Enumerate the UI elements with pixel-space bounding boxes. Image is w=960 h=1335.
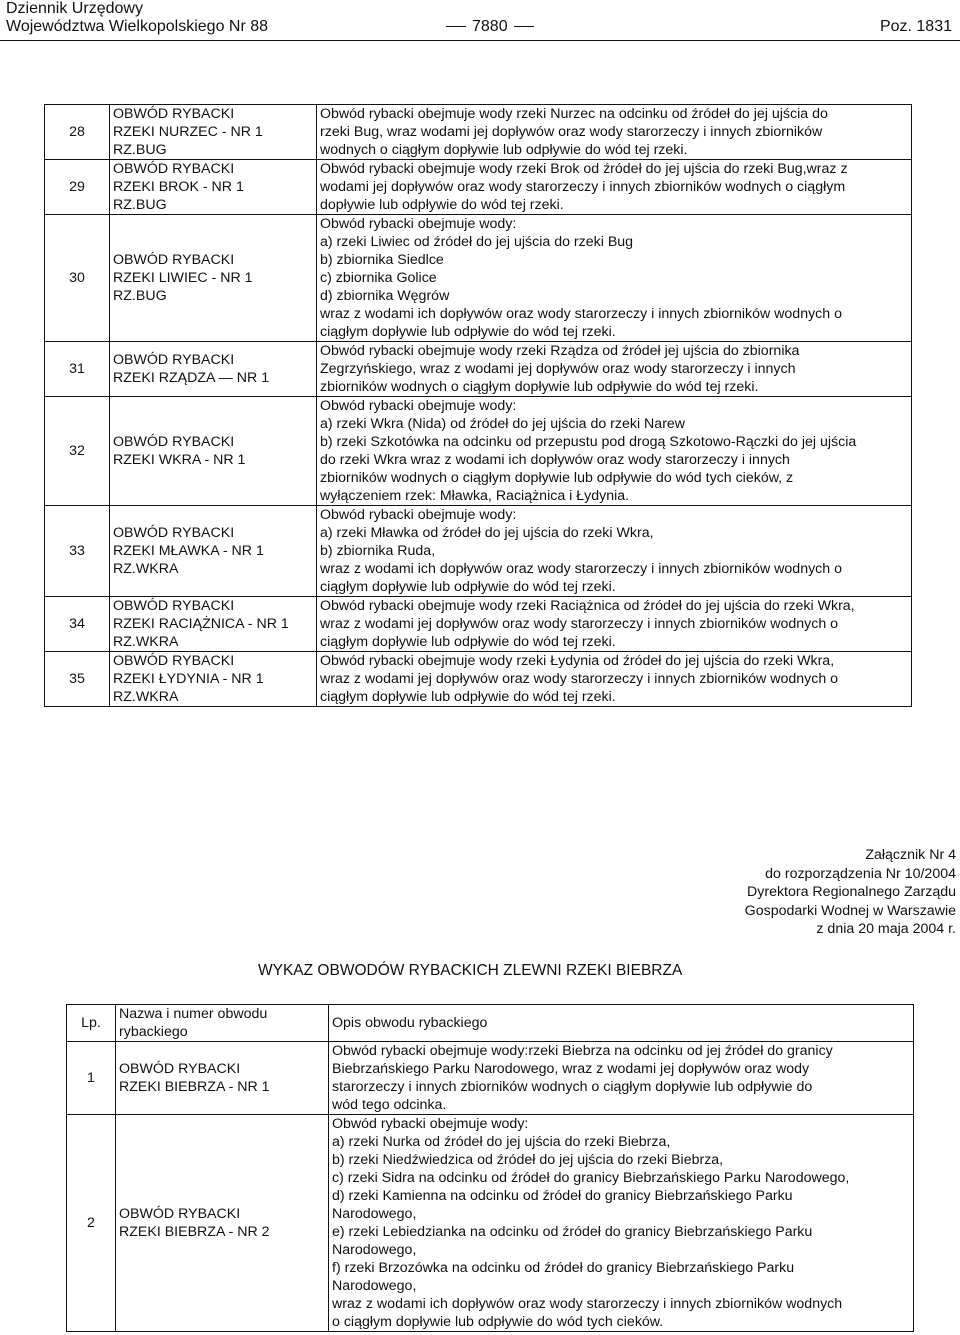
row-number: 33 <box>45 506 110 597</box>
column-header-lp: Lp. <box>67 1005 116 1042</box>
description-line: wyłączeniem rzek: Mławka, Raciążnica i Łydynia. <box>320 488 630 504</box>
column-header-name <box>116 1005 329 1042</box>
district-name-line: RZEKI RACIĄŻNICA - NR 1 <box>113 616 289 632</box>
description-line: Obwód rybacki obejmuje wody rzeki Łydynia od źródeł do jej ujścia do rzeki Wkra, <box>320 653 835 669</box>
district-description <box>317 597 912 652</box>
dash-right <box>514 26 534 27</box>
page-number <box>440 18 540 36</box>
biebrza-table-title: WYKAZ OBWODÓW RYBACKICH ZLEWNI RZEKI BIEBRZA <box>258 962 683 979</box>
dash-left <box>446 26 466 27</box>
row-number: 35 <box>45 652 110 707</box>
district-name-line: RZ.WKRA <box>113 689 179 705</box>
annex-line: Dyrektora Regionalnego Zarządu <box>747 884 956 901</box>
table-row <box>45 342 912 397</box>
description-line: b) zbiornika Siedlce <box>320 252 444 268</box>
description-line: ciągłym dopływie lub odpływie do wód tej rzeki. <box>320 634 616 650</box>
district-name-line: OBWÓD RYBACKI <box>113 106 235 122</box>
description-line: wraz z wodami ich dopływów oraz wody starorzeczy i innych zbiorników wodnych o <box>320 306 842 322</box>
header-row <box>67 1005 914 1042</box>
district-name-line: RZEKI BROK - NR 1 <box>113 179 244 195</box>
description-line: Narodowego, <box>332 1242 417 1258</box>
fishing-districts-table <box>44 104 912 707</box>
district-description <box>317 506 912 597</box>
district-name <box>110 652 317 707</box>
district-description <box>317 652 912 707</box>
district-name-line: OBWÓD RYBACKI <box>113 598 235 614</box>
district-description <box>329 1115 914 1332</box>
table-row <box>45 105 912 160</box>
district-name <box>110 397 317 506</box>
description-line: ciągłym dopływie lub odpływie do wód tej rzeki. <box>320 689 616 705</box>
description-line: a) rzeki Mławka od źródeł do jej ujścia do rzeki Wkra, <box>320 525 654 541</box>
district-name-line: RZEKI MŁAWKA - NR 1 <box>113 543 264 559</box>
district-name <box>110 215 317 342</box>
description-line: rzeki Bug, wraz wodami jej dopływów oraz wody starorzeczy i innych zbiorników <box>320 124 823 140</box>
district-name-line: RZEKI LIWIEC - NR 1 <box>113 270 253 286</box>
description-line: o ciągłym dopływie lub odpływie do wód tych cieków. <box>332 1314 664 1330</box>
description-line: b) rzeki Niedźwiedzica od źródeł do jej ujścia do rzeki Biebrza, <box>332 1152 724 1168</box>
district-name-line: OBWÓD RYBACKI <box>113 434 235 450</box>
description-line: b) rzeki Szkotówka na odcinku od przepustu pod drogą Szkotowo-Rączki do jej ujścia <box>320 434 857 450</box>
journal-title-line2: Województwa Wielkopolskiego Nr 88 <box>6 18 269 35</box>
district-name-line: RZ.WKRA <box>113 634 179 650</box>
description-line: c) zbiornika Golice <box>320 270 437 286</box>
description-line: Biebrzańskiego Parku Narodowego, wraz z wodami jej dopływów oraz wody <box>332 1061 810 1077</box>
district-name-line: OBWÓD RYBACKI <box>119 1206 241 1222</box>
district-name <box>110 105 317 160</box>
description-line: Obwód rybacki obejmuje wody rzeki Brok od źródeł do jej ujścia do rzeki Bug,wraz z <box>320 161 848 177</box>
district-name <box>110 160 317 215</box>
table-row <box>45 652 912 707</box>
annex-line: Gospodarki Wodnej w Warszawie <box>744 902 956 919</box>
table-row <box>45 397 912 506</box>
description-line: Zegrzyńskiego, wraz z wodami jej dopływów oraz wody starorzeczy i innych <box>320 361 796 377</box>
district-description <box>317 397 912 506</box>
description-line: wód tego odcinka. <box>332 1097 447 1113</box>
row-number: 28 <box>45 105 110 160</box>
description-line: wodami jej dopływów oraz wody starorzeczy i innych zbiorników wodnych o ciągłym <box>320 179 846 195</box>
row-number: 1 <box>67 1042 116 1115</box>
district-name <box>110 597 317 652</box>
description-line: wodnych o ciągłym dopływie lub odpływie do wód tej rzeki. <box>320 142 688 158</box>
table-row <box>67 1115 914 1332</box>
journal-title-line1: Dziennik Urzędowy <box>6 0 143 17</box>
position-number: Poz. 1831 <box>879 18 952 35</box>
annex-line: Załącznik Nr 4 <box>865 847 956 863</box>
table-row <box>45 215 912 342</box>
row-number: 31 <box>45 342 110 397</box>
description-line: ciągłym dopływie lub odpływie do wód tej rzeki. <box>320 579 616 595</box>
description-line: a) rzeki Nurka od źródeł do jej ujścia do rzeki Biebrza, <box>332 1134 671 1150</box>
district-description <box>317 160 912 215</box>
description-line: e) rzeki Lebiedzianka na odcinku od źródeł do granicy Biebrzańskiego Parku <box>332 1224 813 1240</box>
annex-line: z dnia 20 maja 2004 r. <box>816 921 956 938</box>
description-line: c) rzeki Sidra na odcinku od źródeł do granicy Biebrzańskiego Parku Narodowego, <box>332 1170 850 1186</box>
description-line: starorzeczy i innych zbiorników wodnych o ciągłym dopływie lub odpływie do <box>332 1079 813 1095</box>
annex-line: do rozporządzenia Nr 10/2004 <box>765 865 956 882</box>
description-line: Narodowego, <box>332 1206 417 1222</box>
description-line: Obwód rybacki obejmuje wody rzeki Nurzec na odcinku od źródeł do jej ujścia do <box>320 106 828 122</box>
description-line: Obwód rybacki obejmuje wody: <box>320 398 517 414</box>
district-description <box>329 1042 914 1115</box>
row-number: 32 <box>45 397 110 506</box>
description-line: d) rzeki Kamienna na odcinku od źródeł do granicy Biebrzańskiego Parku <box>332 1188 793 1204</box>
description-line: do rzeki Wkra wraz z wodami ich dopływów oraz wody starorzeczy i innych <box>320 452 790 468</box>
description-line: wraz z wodami jej dopływów oraz wody starorzeczy i innych zbiorników wodnych o <box>320 616 839 632</box>
row-number: 2 <box>67 1115 116 1332</box>
description-line: Obwód rybacki obejmuje wody: <box>320 507 517 523</box>
district-name-line: RZEKI RZĄDZA — NR 1 <box>113 370 270 386</box>
table-body <box>45 105 912 707</box>
description-line: Obwód rybacki obejmuje wody rzeki Raciążnica od źródeł do jej ujścia do rzeki Wkra, <box>320 598 855 614</box>
district-name-line: RZ.BUG <box>113 197 167 213</box>
header-rule <box>0 40 960 41</box>
table-row <box>45 506 912 597</box>
description-line: Narodowego, <box>332 1278 417 1294</box>
district-name-line: RZ.BUG <box>113 288 167 304</box>
district-name-line: RZ.WKRA <box>113 561 179 577</box>
description-line: Obwód rybacki obejmuje wody: <box>320 216 517 232</box>
district-name <box>116 1042 329 1115</box>
table-row <box>45 597 912 652</box>
description-line: Obwód rybacki obejmuje wody: <box>332 1116 529 1132</box>
table-body <box>67 1005 914 1332</box>
district-name-line: OBWÓD RYBACKI <box>113 352 235 368</box>
district-name-line: RZEKI WKRA - NR 1 <box>113 452 246 468</box>
description-line: d) zbiornika Węgrów <box>320 288 450 304</box>
description-line: wraz z wodami ich dopływów oraz wody starorzeczy i innych zbiorników wodnych o <box>320 561 842 577</box>
page-number-text: 7880 <box>472 18 508 35</box>
biebrza-districts-table <box>66 1004 914 1332</box>
description-line: wraz z wodami ich dopływów oraz wody starorzeczy i innych zbiorników wodnych <box>332 1296 843 1312</box>
description-line: Obwód rybacki obejmuje wody:rzeki Biebrza na odcinku od jej źródeł do granicy <box>332 1043 833 1059</box>
row-number: 30 <box>45 215 110 342</box>
description-line: ciągłym dopływie lub odpływie do wód tej rzeki. <box>320 324 616 340</box>
table-row <box>67 1042 914 1115</box>
district-name-line: OBWÓD RYBACKI <box>113 252 235 268</box>
district-name-line: RZ.BUG <box>113 142 167 158</box>
district-name <box>110 506 317 597</box>
district-name-line: OBWÓD RYBACKI <box>113 161 235 177</box>
description-line: Obwód rybacki obejmuje wody rzeki Rządza od źródeł jej ujścia do zbiornika <box>320 343 800 359</box>
column-header-line: rybackiego <box>119 1024 188 1040</box>
column-header-line: Nazwa i numer obwodu <box>119 1006 268 1022</box>
district-name-line: OBWÓD RYBACKI <box>113 653 235 669</box>
row-number: 29 <box>45 160 110 215</box>
page-header <box>0 0 960 40</box>
description-line: dopływie lub odpływie do wód tej rzeki. <box>320 197 564 213</box>
district-name-line: RZEKI ŁYDYNIA - NR 1 <box>113 671 264 687</box>
district-name <box>116 1115 329 1332</box>
row-number: 34 <box>45 597 110 652</box>
district-name-line: OBWÓD RYBACKI <box>119 1061 241 1077</box>
description-line: f) rzeki Brzozówka na odcinku od źródeł do granicy Biebrzańskiego Parku <box>332 1260 795 1276</box>
district-description <box>317 215 912 342</box>
description-line: a) rzeki Liwiec od źródeł do jej ujścia do rzeki Bug <box>320 234 634 250</box>
district-name-line: OBWÓD RYBACKI <box>113 525 235 541</box>
district-name-line: RZEKI NURZEC - NR 1 <box>113 124 263 140</box>
district-name-line: RZEKI BIEBRZA - NR 1 <box>119 1079 270 1095</box>
table-row <box>45 160 912 215</box>
column-header-desc: Opis obwodu rybackiego <box>329 1005 914 1042</box>
description-line: zbiorników wodnych o ciągłym dopływie lub odpływie do wód tych cieków, z <box>320 470 794 486</box>
district-description <box>317 105 912 160</box>
description-line: b) zbiornika Ruda, <box>320 543 436 559</box>
description-line: wraz z wodami jej dopływów oraz wody starorzeczy i innych zbiorników wodnych o <box>320 671 839 687</box>
annex-note <box>745 846 956 939</box>
district-name-line: RZEKI BIEBRZA - NR 2 <box>119 1224 270 1240</box>
district-name <box>110 342 317 397</box>
district-description <box>317 342 912 397</box>
description-line: zbiorników wodnych o ciągłym dopływie lub odpływie do wód tej rzeki. <box>320 379 759 395</box>
description-line: a) rzeki Wkra (Nida) od źródeł do jej ujścia do rzeki Narew <box>320 416 686 432</box>
